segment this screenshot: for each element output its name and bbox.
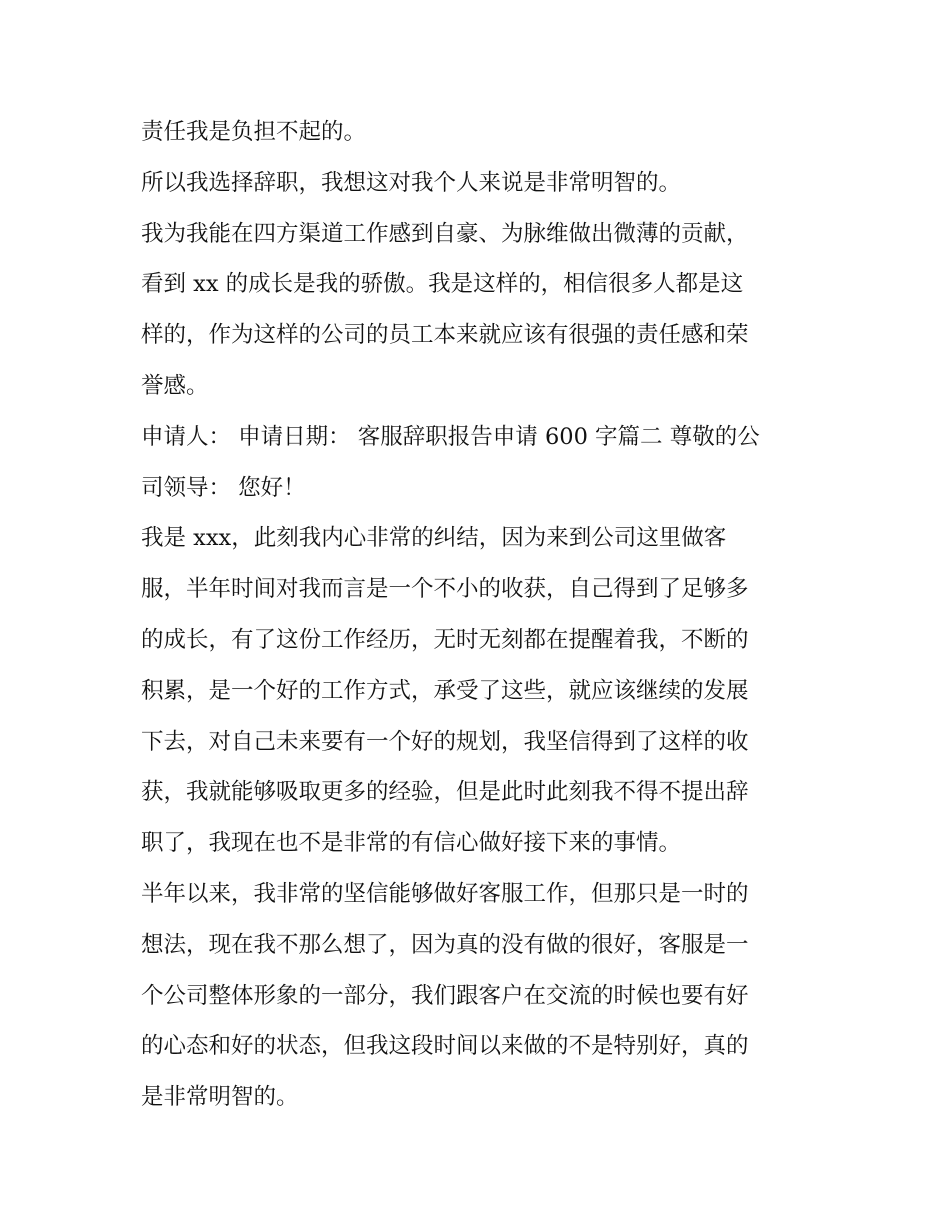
text-line: 誉感。 xyxy=(141,372,209,399)
text-line: 想法，现在我不那么想了，因为真的没有做的很好，客服是一 xyxy=(141,931,749,958)
text-line: 职了，我现在也不是非常的有信心做好接下来的事情。 xyxy=(141,830,682,857)
text-line: 个公司整体形象的一部分，我们跟客户在交流的时候也要有好 xyxy=(141,982,749,1009)
text-line: 积累，是一个好的工作方式，承受了这些，就应该继续的发展 xyxy=(141,677,749,704)
text-line: 的心态和好的状态，但我这段时间以来做的不是特别好，真的 xyxy=(141,1033,749,1060)
text-line: 司领导： 您好！ xyxy=(141,474,306,501)
text-line: 半年以来，我非常的坚信能够做好客服工作，但那只是一时的 xyxy=(141,880,749,907)
text-line: 服，半年时间对我而言是一个不小的收获，自己得到了足够多 xyxy=(141,576,749,603)
text-line: 是非常明智的。 xyxy=(141,1084,299,1111)
text-line: 所以我选择辞职，我想这对我个人来说是非常明智的。 xyxy=(141,169,682,196)
text-line: 下去，对自己未来要有一个好的规划，我坚信得到了这样的收 xyxy=(141,728,749,755)
text-line: 样的，作为这样的公司的员工本来就应该有很强的责任感和荣 xyxy=(141,322,749,349)
body-text xyxy=(141,107,813,1123)
text-line: 责任我是负担不起的。 xyxy=(141,119,367,145)
text-line: 我是 xxx，此刻我内心非常的纠结，因为来到公司这里做客 xyxy=(141,525,727,552)
text-line: 获，我就能够吸取更多的经验，但是此时此刻我不得不提出辞 xyxy=(141,779,749,806)
text-line: 申请人： 申请日期： 客服辞职报告申请 600 字篇二 尊敬的公 xyxy=(141,423,760,450)
text-line: 看到 xx 的成长是我的骄傲。我是这样的，相信很多人都是这 xyxy=(141,271,744,298)
text-line: 的成长，有了这份工作经历，无时无刻都在提醒着我，不断的 xyxy=(141,626,749,653)
text-line: 我为我能在四方渠道工作感到自豪、为脉维做出微薄的贡献， xyxy=(141,220,749,247)
